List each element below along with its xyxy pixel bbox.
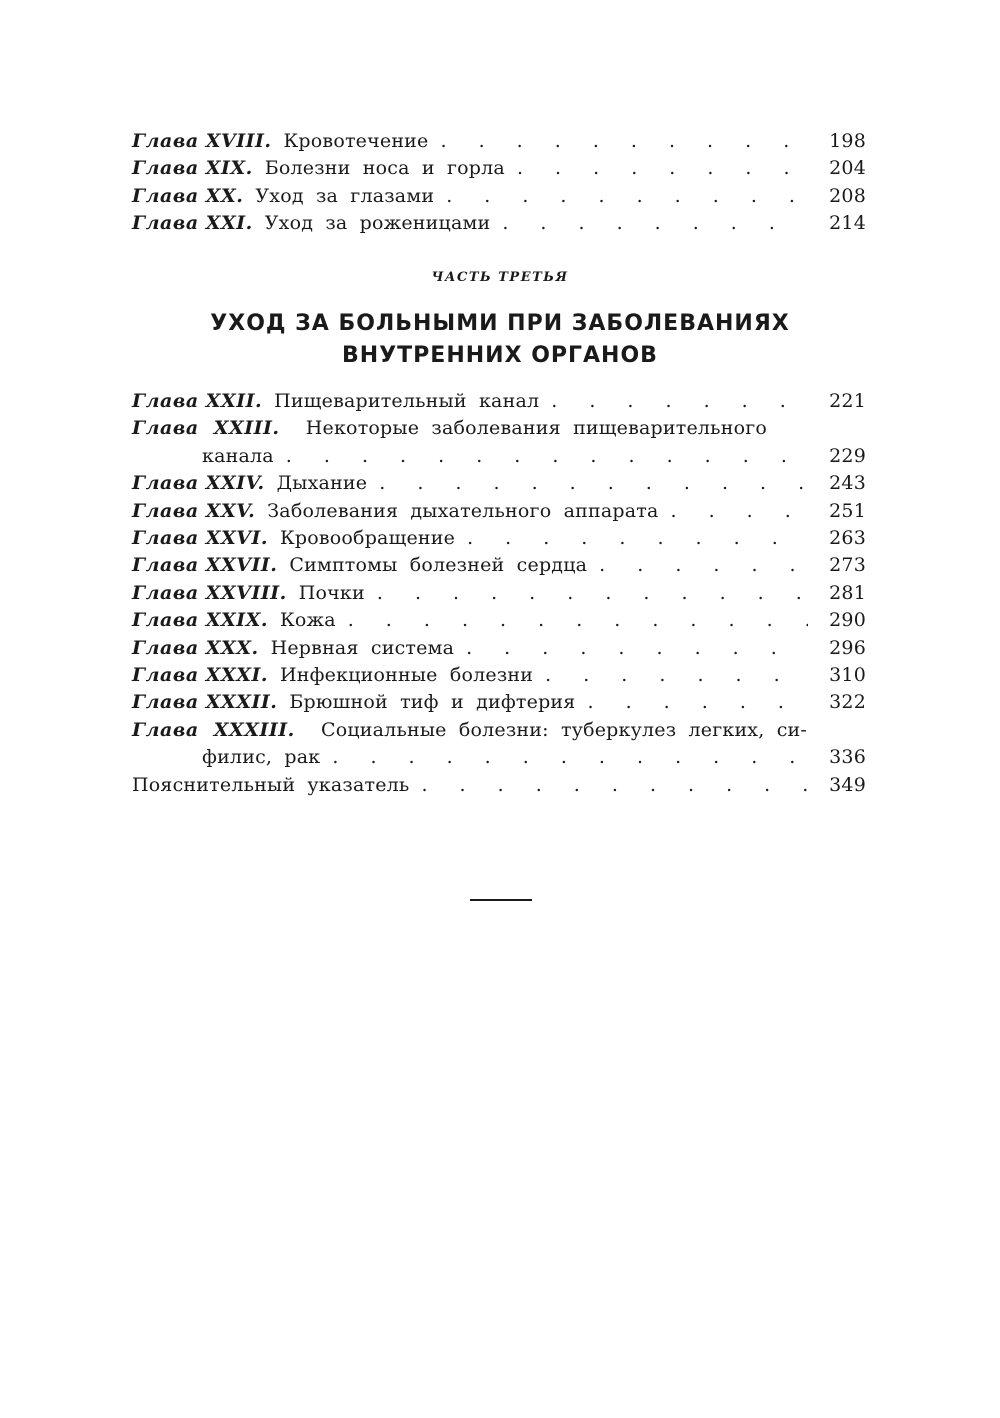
- chapter-number: Глава XX.: [132, 184, 244, 207]
- toc-entry[interactable]: [132, 498, 866, 525]
- dot-leader: [502, 210, 808, 237]
- page-number: 243: [829, 472, 866, 495]
- chapter-title: Брюшной тиф и дифтерия: [289, 691, 576, 714]
- part-title: УХОД ЗА БОЛЬНЫМИ ПРИ ЗАБОЛЕВАНИЯХ ВНУТРЕННИХ ОРГАНОВ: [210, 311, 790, 368]
- chapter-number: Глава XXX.: [132, 636, 259, 659]
- chapter-number: Глава XXVI.: [132, 527, 268, 550]
- chapter-number: Глава XXVIII.: [132, 581, 287, 604]
- chapter-title: Заболевания дыхательного аппарата: [267, 499, 659, 522]
- chapter-title: Инфекционные болезни: [279, 664, 534, 687]
- chapter-number: Глава XVIII.: [132, 130, 272, 152]
- toc-entry[interactable]: [132, 210, 866, 237]
- chapter-number: Глава XXIV.: [132, 472, 265, 495]
- toc-entry[interactable]: [132, 717, 866, 772]
- dot-leader: [379, 470, 808, 497]
- chapter-title: Нервная система: [270, 636, 455, 659]
- toc-entry[interactable]: [132, 662, 866, 689]
- page-number: 204: [829, 157, 866, 180]
- toc-entry[interactable]: [132, 689, 866, 716]
- toc-entry[interactable]: [132, 415, 866, 470]
- toc-entry[interactable]: [132, 470, 866, 497]
- page-number: 281: [829, 581, 866, 604]
- chapter-number: Глава XXI.: [132, 212, 253, 235]
- toc-entry-continuation: [132, 744, 866, 771]
- toc-entry-line: [132, 717, 866, 744]
- page-number: 310: [829, 664, 866, 687]
- dot-leader: [588, 689, 809, 716]
- dot-leader: [441, 128, 809, 155]
- page-number: 263: [829, 527, 866, 550]
- chapter-title: Дыхание: [276, 472, 368, 495]
- toc-section-bottom: [132, 388, 866, 799]
- page-number: 296: [829, 636, 866, 659]
- dot-leader: [599, 552, 808, 579]
- toc-section-top: [132, 128, 866, 238]
- toc-entry[interactable]: [132, 580, 866, 607]
- chapter-title: Симптомы болезней сердца: [289, 554, 588, 577]
- page-number: 290: [829, 609, 866, 632]
- dot-leader: [670, 498, 808, 525]
- toc-entry[interactable]: [132, 607, 866, 634]
- page-number: 273: [829, 554, 866, 577]
- toc-entry-index[interactable]: [132, 772, 866, 799]
- dot-leader: [421, 772, 808, 799]
- dot-leader: [545, 662, 808, 689]
- part-label: ЧАСТЬ ТРЕТЬЯ: [431, 270, 569, 285]
- page-number: 214: [829, 212, 866, 235]
- page-number: 336: [829, 746, 866, 769]
- chapter-title: Некоторые заболевания пищеварительного: [305, 417, 768, 440]
- chapter-title: Пищеварительный канал: [274, 390, 540, 412]
- page-number: 221: [829, 390, 866, 412]
- chapter-title: Кровотечение: [283, 130, 429, 152]
- page-number: 229: [829, 444, 866, 467]
- toc-entry[interactable]: [132, 155, 866, 182]
- chapter-number: Глава XXXI.: [132, 664, 268, 687]
- dot-leader: [551, 388, 808, 415]
- toc-entry[interactable]: [132, 635, 866, 662]
- chapter-title-continued: канала: [202, 444, 274, 467]
- toc-entry-continuation: [132, 443, 866, 470]
- dot-leader: [377, 580, 808, 607]
- toc-entry[interactable]: [132, 525, 866, 552]
- dot-leader: [348, 607, 808, 634]
- dot-leader: [446, 183, 808, 210]
- chapter-title: Уход за глазами: [255, 184, 435, 207]
- chapter-number: Глава XXXII.: [132, 691, 278, 714]
- toc-entry[interactable]: [132, 183, 866, 210]
- dot-leader: [332, 744, 808, 771]
- chapter-number: Глава XXXIII.: [132, 718, 295, 741]
- chapter-number: Глава XXV.: [132, 499, 256, 522]
- end-rule-divider: [470, 899, 532, 901]
- page-number: 198: [829, 130, 866, 152]
- chapter-title: Социальные болезни: туберкулез легких, си-: [321, 718, 808, 741]
- chapter-title: Кожа: [279, 609, 336, 632]
- dot-leader: [286, 443, 808, 470]
- chapter-title-continued: филис, рак: [202, 746, 321, 769]
- chapter-number: Глава XIX.: [132, 157, 253, 180]
- toc-entry[interactable]: [132, 552, 866, 579]
- page-number: 251: [829, 499, 866, 522]
- toc-entry[interactable]: [132, 128, 866, 155]
- page-number: 322: [829, 691, 866, 714]
- dot-leader: [467, 525, 808, 552]
- chapter-number: Глава XXIII.: [132, 417, 280, 440]
- page-number: 349: [829, 773, 866, 796]
- dot-leader: [517, 155, 808, 182]
- chapter-title: Болезни носа и горла: [264, 157, 505, 180]
- toc-entry-line: [132, 415, 866, 442]
- chapter-number: Глава XXIX.: [132, 609, 268, 632]
- chapter-number: Глава XXVII.: [132, 554, 278, 577]
- chapter-title: Уход за роженицами: [264, 212, 491, 235]
- chapter-number: Глава XXII.: [132, 390, 263, 412]
- chapter-title: Почки: [298, 581, 365, 604]
- dot-leader: [466, 635, 808, 662]
- toc-entry[interactable]: [132, 388, 866, 415]
- index-title: Пояснительный указатель: [132, 773, 410, 796]
- page-number: 208: [829, 184, 866, 207]
- chapter-title: Кровообращение: [279, 527, 456, 550]
